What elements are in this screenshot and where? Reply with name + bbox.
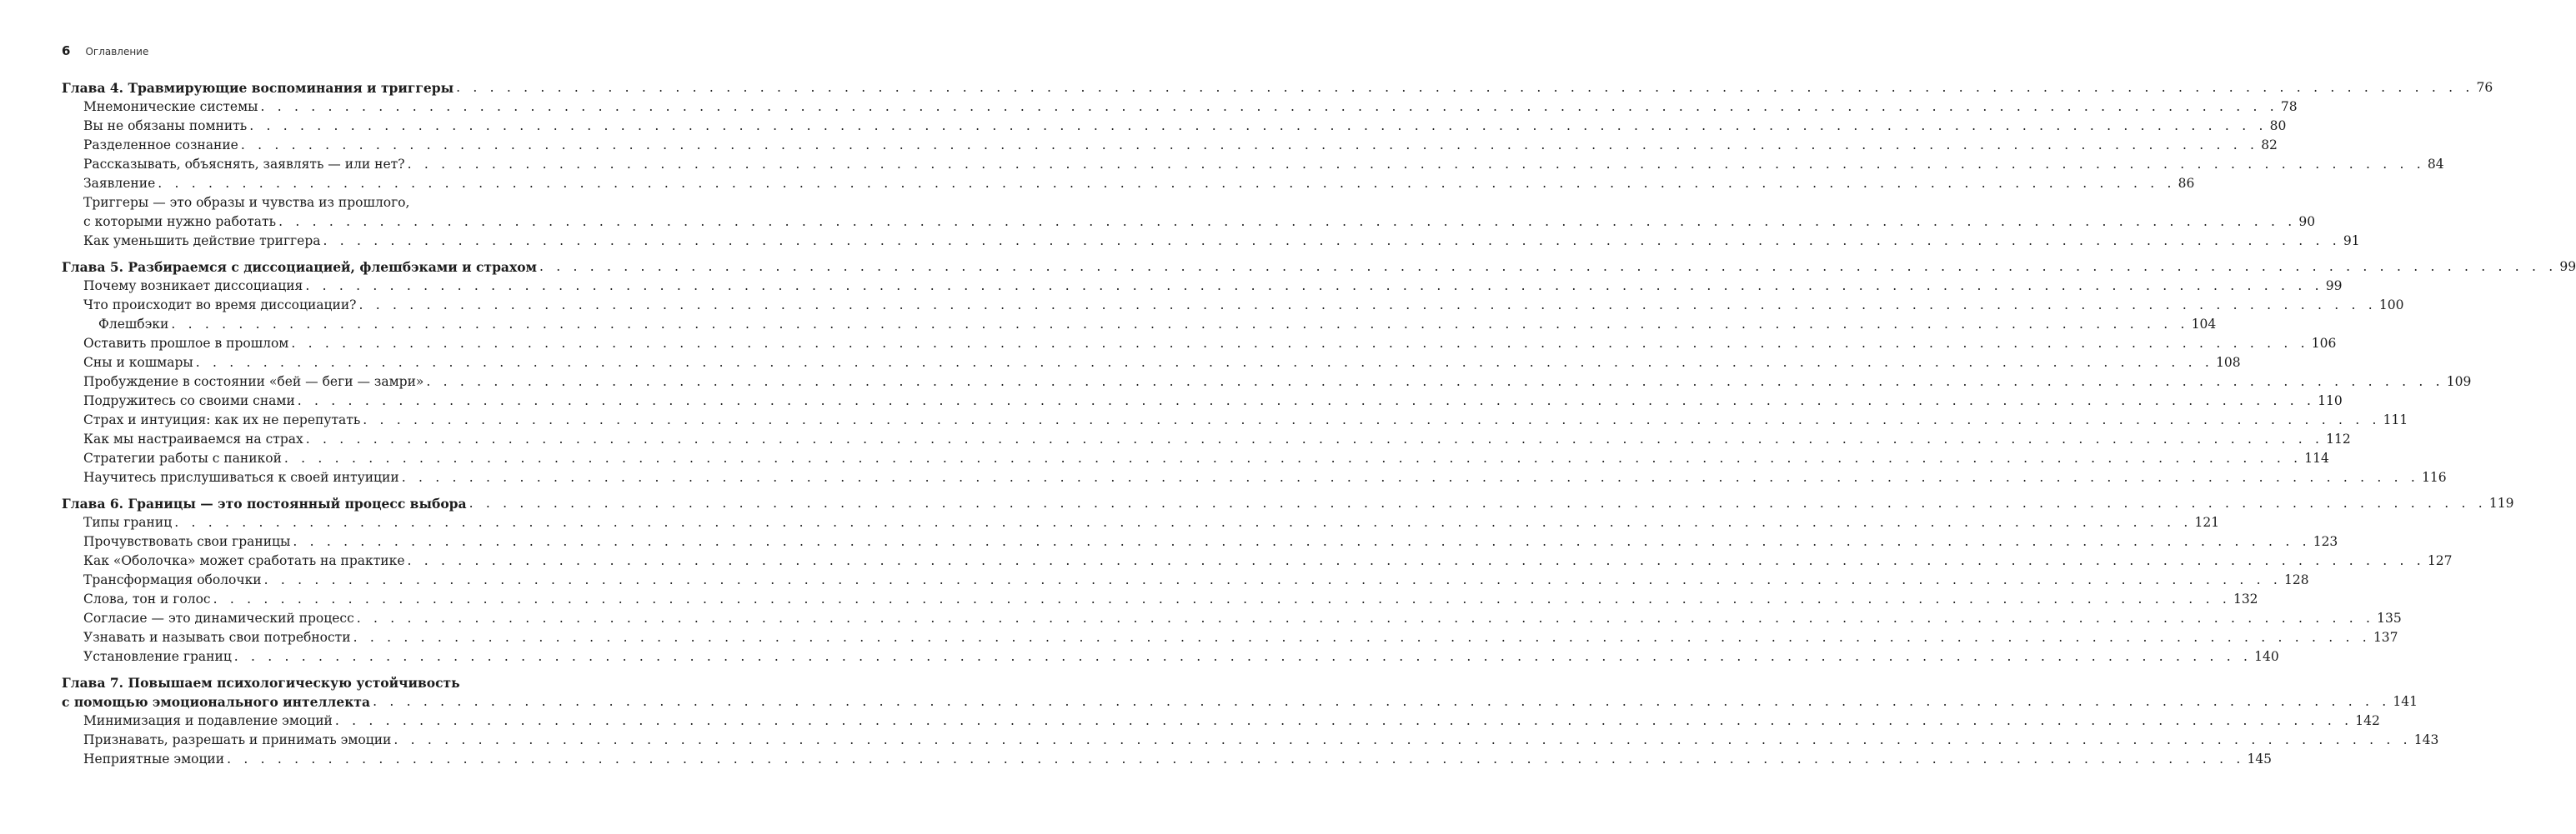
toc-entry	[62, 392, 2343, 411]
toc-page-number: 135	[2377, 611, 2402, 626]
toc-entry-title: Типы границ	[83, 515, 173, 530]
dot-leader: . . . . . . . . . . . . . . . . . . . . . . . . . . . . . . . . . . . . . . . . . . . . . . . . . . . . . . . . . . . . . . . . . . . . . . . . . . . . . . . . . . . . . . . . . . . . . . . . . . . . . . . . . . . . . . . . . . . . . . . .	[401, 470, 2420, 485]
dot-leader: . . . . . . . . . . . . . . . . . . . . . . . . . . . . . . . . . . . . . . . . . . . . . . . . . . . . . . . . . . . . . . . . . . . . . . . . . . . . . . . . . . . . . . . . . . . . . . . . . . . . . . . . . . . . . . . . . . . . . . . .	[293, 534, 2311, 549]
toc-page-number: 104	[2191, 317, 2217, 332]
dot-leader: . . . . . . . . . . . . . . . . . . . . . . . . . . . . . . . . . . . . . . . . . . . . . . . . . . . . . . . . . . . . . . . . . . . . . . . . . . . . . . . . . . . . . . . . . . . . . . . . . . . . . . . . . . . . . . . . . . . . . . . .	[469, 496, 2487, 511]
toc-entry	[62, 315, 2217, 334]
toc-entry-title: Мнемонические системы	[83, 99, 258, 114]
toc-entry-line: Глава 7. Повышаем психологическую устойчивость	[62, 675, 460, 691]
toc-page-number: 145	[2247, 752, 2273, 767]
toc-entry	[62, 628, 2398, 647]
toc-entry-title: Согласие — это динамический процесс	[83, 611, 354, 626]
toc-entry-title: Трансформация оболочки	[83, 572, 262, 587]
dot-leader: . . . . . . . . . . . . . . . . . . . . . . . . . . . . . . . . . . . . . . . . . . . . . . . . . . . . . . . . . . . . . . . . . . . . . . . . . . . . . . . . . . . . . . . . . . . . . . . . . . . . . . . . . . . . . . . . . . . . . . . .	[283, 451, 2303, 466]
toc-entry-title: Рассказывать, объяснять, заявлять — или нет?	[83, 157, 405, 172]
toc-page-number: 99	[2325, 278, 2343, 293]
toc-entry	[62, 571, 2309, 590]
toc-entry-title: Флешбэки	[98, 317, 169, 332]
toc-entry-title: Неприятные эмоции	[83, 752, 225, 767]
toc-entry	[62, 750, 2273, 769]
dot-leader: . . . . . . . . . . . . . . . . . . . . . . . . . . . . . . . . . . . . . . . . . . . . . . . . . . . . . . . . . . . . . . . . . . . . . . . . . . . . . . . . . . . . . . . . . . . . . . . . . . . . . . . . . . . . . . . . . . . . . . . .	[323, 233, 2341, 248]
dot-leader: . . . . . . . . . . . . . . . . . . . . . . . . . . . . . . . . . . . . . . . . . . . . . . . . . . . . . . . . . . . . . . . . . . . . . . . . . . . . . . . . . . . . . . . . . . . . . . . . . . . . . . . . . . . . . . . . . . . . . . . .	[393, 732, 2412, 747]
toc-entry-title: Пробуждение в состоянии «бей — беги — замри»	[83, 374, 424, 389]
toc-entry	[62, 731, 2439, 750]
toc-entry-title: Что происходит во время диссоциации?	[83, 297, 357, 312]
dot-leader: . . . . . . . . . . . . . . . . . . . . . . . . . . . . . . . . . . . . . . . . . . . . . . . . . . . . . . . . . . . . . . . . . . . . . . . . . . . . . . . . . . . . . . . . . . . . . . . . . . . . . . . . . . . . . . . . . . . . . . . .	[158, 176, 2176, 191]
toc-entry	[62, 609, 2402, 628]
toc-entry-title: Оставить прошлое в прошлом	[83, 336, 289, 351]
toc-page-number: 116	[2422, 470, 2447, 485]
dot-leader: . . . . . . . . . . . . . . . . . . . . . . . . . . . . . . . . . . . . . . . . . . . . . . . . . . . . . . . . . . . . . . . . . . . . . . . . . . . . . . . . . . . . . . . . . . . . . . . . . . . . . . . . . . . . . . . . . . . . . . . .	[373, 694, 2391, 709]
dot-leader: . . . . . . . . . . . . . . . . . . . . . . . . . . . . . . . . . . . . . . . . . . . . . . . . . . . . . . . . . . . . . . . . . . . . . . . . . . . . . . . . . . . . . . . . . . . . . . . . . . . . . . . . . . . . . . . . . . . . . . . .	[213, 592, 2231, 607]
toc-page-number: 142	[2355, 713, 2380, 728]
dot-leader: . . . . . . . . . . . . . . . . . . . . . . . . . . . . . . . . . . . . . . . . . . . . . . . . . . . . . . . . . . . . . . . . . . . . . . . . . . . . . . . . . . . . . . . . . . . . . . . . . . . . . . . . . . . . . . . . . . . . . . . .	[407, 553, 2425, 568]
toc-entry	[62, 590, 2258, 609]
toc-entry	[62, 334, 2337, 353]
dot-leader: . . . . . . . . . . . . . . . . . . . . . . . . . . . . . . . . . . . . . . . . . . . . . . . . . . . . . . . . . . . . . . . . . . . . . . . . . . . . . . . . . . . . . . . . . . . . . . . . . . . . . . . . . . . . . . . . . . . . . . . .	[297, 393, 2316, 408]
dot-leader: . . . . . . . . . . . . . . . . . . . . . . . . . . . . . . . . . . . . . . . . . . . . . . . . . . . . . . . . . . . . . . . . . . . . . . . . . . . . . . . . . . . . . . . . . . . . . . . . . . . . . . . . . . . . . . . . . . . . . . . .	[174, 515, 2193, 530]
dot-leader: . . . . . . . . . . . . . . . . . . . . . . . . . . . . . . . . . . . . . . . . . . . . . . . . . . . . . . . . . . . . . . . . . . . . . . . . . . . . . . . . . . . . . . . . . . . . . . . . . . . . . . . . . . . . . . . . . . . . . . . .	[240, 137, 2259, 152]
toc-page-number: 78	[2280, 99, 2298, 114]
dot-leader: . . . . . . . . . . . . . . . . . . . . . . . . . . . . . . . . . . . . . . . . . . . . . . . . . . . . . . . . . . . . . . . . . . . . . . . . . . . . . . . . . . . . . . . . . . . . . . . . . . . . . . . . . . . . . . . . . . . . . . . .	[227, 752, 2245, 767]
toc-entry-title: Научитесь прислушиваться к своей интуиции	[83, 470, 399, 485]
toc-page-number: 114	[2304, 451, 2329, 466]
toc-page-number: 100	[2378, 297, 2404, 312]
toc-entry-title: Слова, тон и голос	[83, 592, 211, 607]
toc-entry-title: Глава 6. Границы — это постоянный процесс выбора	[62, 496, 467, 512]
toc-chapter	[62, 257, 2576, 277]
dot-leader: . . . . . . . . . . . . . . . . . . . . . . . . . . . . . . . . . . . . . . . . . . . . . . . . . . . . . . . . . . . . . . . . . . . . . . . . . . . . . . . . . . . . . . . . . . . . . . . . . . . . . . . . . . . . . . . . . . . . . . . .	[305, 278, 2323, 293]
toc-page-number: 140	[2254, 649, 2279, 664]
toc-entry-title: Узнавать и называть свои потребности	[83, 630, 351, 645]
toc-page-number: 106	[2311, 336, 2337, 351]
dot-leader: . . . . . . . . . . . . . . . . . . . . . . . . . . . . . . . . . . . . . . . . . . . . . . . . . . . . . . . . . . . . . . . . . . . . . . . . . . . . . . . . . . . . . . . . . . . . . . . . . . . . . . . . . . . . . . . . . . . . . . . .	[263, 572, 2282, 587]
toc-entry-title: Подружитесь со своими снами	[83, 393, 295, 408]
toc-entry-title: Установление границ	[83, 649, 232, 664]
toc-entry	[62, 232, 2360, 251]
toc-entry	[62, 117, 2287, 136]
dot-leader: . . . . . . . . . . . . . . . . . . . . . . . . . . . . . . . . . . . . . . . . . . . . . . . . . . . . . . . . . . . . . . . . . . . . . . . . . . . . . . . . . . . . . . . . . . . . . . . . . . . . . . . . . . . . . . . . . . . . . . . .	[171, 317, 2189, 332]
page-header	[62, 43, 148, 58]
toc-entry-title: Как мы настраиваемся на страх	[83, 432, 303, 447]
toc-page-number: 110	[2318, 393, 2343, 408]
toc-entry-title: Как уменьшить действие триггера	[83, 233, 321, 248]
toc-page-number: 108	[2216, 355, 2241, 370]
toc-page-number: 86	[2178, 176, 2195, 191]
toc-page-number: 141	[2393, 694, 2418, 709]
toc-entry-title: Вы не обязаны помнить	[83, 118, 248, 133]
toc-entry	[62, 468, 2447, 487]
toc-chapter	[62, 692, 2418, 712]
toc-entry	[62, 296, 2404, 315]
toc-entry	[62, 513, 2220, 532]
toc-entry-title: Признавать, разрешать и принимать эмоции	[83, 732, 392, 747]
dot-leader: . . . . . . . . . . . . . . . . . . . . . . . . . . . . . . . . . . . . . . . . . . . . . . . . . . . . . . . . . . . . . . . . . . . . . . . . . . . . . . . . . . . . . . . . . . . . . . . . . . . . . . . . . . . . . . . . . . . . . . . .	[278, 214, 2297, 229]
toc-page-number: 76	[2476, 80, 2493, 95]
page-number: 6	[62, 43, 71, 58]
toc-page-number: 84	[2427, 157, 2444, 172]
toc-page-number: 109	[2446, 374, 2472, 389]
dot-leader: . . . . . . . . . . . . . . . . . . . . . . . . . . . . . . . . . . . . . . . . . . . . . . . . . . . . . . . . . . . . . . . . . . . . . . . . . . . . . . . . . . . . . . . . . . . . . . . . . . . . . . . . . . . . . . . . . . . . . . . .	[363, 412, 2381, 427]
toc-entry	[62, 372, 2472, 392]
toc-entry	[62, 532, 2338, 552]
dot-leader: . . . . . . . . . . . . . . . . . . . . . . . . . . . . . . . . . . . . . . . . . . . . . . . . . . . . . . . . . . . . . . . . . . . . . . . . . . . . . . . . . . . . . . . . . . . . . . . . . . . . . . . . . . . . . . . . . . . . . . . .	[426, 374, 2444, 389]
toc-entry	[62, 155, 2444, 174]
running-title: Оглавление	[85, 46, 149, 57]
toc-entry-title: Сны и кошмары	[83, 355, 193, 370]
toc-page-number: 132	[2233, 592, 2258, 607]
toc-entry-title: Глава 4. Травмирующие воспоминания и триггеры	[62, 80, 454, 96]
toc-entry	[62, 449, 2329, 468]
toc-entry	[62, 712, 2380, 731]
toc-page-number: 123	[2313, 534, 2338, 549]
dot-leader: . . . . . . . . . . . . . . . . . . . . . . . . . . . . . . . . . . . . . . . . . . . . . . . . . . . . . . . . . . . . . . . . . . . . . . . . . . . . . . . . . . . . . . . . . . . . . . . . . . . . . . . . . . . . . . . . . . . . . . . .	[291, 336, 2309, 351]
toc-entry	[62, 212, 2316, 232]
toc-page-number: 90	[2298, 214, 2316, 229]
toc-page-number: 127	[2427, 553, 2453, 568]
toc-page-number: 112	[2326, 432, 2351, 447]
toc-entry	[62, 430, 2351, 449]
toc-page-number: 143	[2413, 732, 2439, 747]
toc-entry-title: Стратегии работы с паникой	[83, 451, 282, 466]
dot-leader: . . . . . . . . . . . . . . . . . . . . . . . . . . . . . . . . . . . . . . . . . . . . . . . . . . . . . . . . . . . . . . . . . . . . . . . . . . . . . . . . . . . . . . . . . . . . . . . . . . . . . . . . . . . . . . . . . . . . . . . .	[456, 80, 2474, 95]
table-of-contents	[62, 78, 2576, 769]
toc-entry-title: Прочувствовать свои границы	[83, 534, 291, 549]
toc-page-number: 111	[2383, 412, 2408, 427]
toc-entry-line: Триггеры — это образы и чувства из прошлого,	[83, 195, 410, 210]
dot-leader: . . . . . . . . . . . . . . . . . . . . . . . . . . . . . . . . . . . . . . . . . . . . . . . . . . . . . . . . . . . . . . . . . . . . . . . . . . . . . . . . . . . . . . . . . . . . . . . . . . . . . . . . . . . . . . . . . . . . . . . .	[356, 611, 2375, 626]
toc-entry-title: Почему возникает диссоциация	[83, 278, 303, 293]
toc-page-number: 128	[2284, 572, 2309, 587]
toc-entry-title: Разделенное сознание	[83, 137, 238, 152]
toc-chapter	[62, 494, 2514, 513]
dot-leader: . . . . . . . . . . . . . . . . . . . . . . . . . . . . . . . . . . . . . . . . . . . . . . . . . . . . . . . . . . . . . . . . . . . . . . . . . . . . . . . . . . . . . . . . . . . . . . . . . . . . . . . . . . . . . . . . . . . . . . . .	[233, 649, 2253, 664]
toc-entry-title: с помощью эмоционального интеллекта	[62, 694, 371, 710]
toc-entry	[62, 647, 2279, 667]
dot-leader: . . . . . . . . . . . . . . . . . . . . . . . . . . . . . . . . . . . . . . . . . . . . . . . . . . . . . . . . . . . . . . . . . . . . . . . . . . . . . . . . . . . . . . . . . . . . . . . . . . . . . . . . . . . . . . . . . . . . . . . .	[334, 713, 2353, 728]
toc-entry-title: Заявление	[83, 176, 156, 191]
toc-entry	[62, 552, 2453, 571]
dot-leader: . . . . . . . . . . . . . . . . . . . . . . . . . . . . . . . . . . . . . . . . . . . . . . . . . . . . . . . . . . . . . . . . . . . . . . . . . . . . . . . . . . . . . . . . . . . . . . . . . . . . . . . . . . . . . . . . . . . . . . . .	[358, 297, 2377, 312]
dot-leader: . . . . . . . . . . . . . . . . . . . . . . . . . . . . . . . . . . . . . . . . . . . . . . . . . . . . . . . . . . . . . . . . . . . . . . . . . . . . . . . . . . . . . . . . . . . . . . . . . . . . . . . . . . . . . . . . . . . . . . . .	[305, 432, 2324, 447]
toc-chapter	[62, 78, 2493, 97]
toc-entry	[62, 174, 2195, 193]
toc-page-number: 137	[2373, 630, 2398, 645]
toc-page-number: 91	[2343, 233, 2360, 248]
toc-entry	[62, 353, 2241, 372]
toc-page-number: 82	[2261, 137, 2278, 152]
dot-leader: . . . . . . . . . . . . . . . . . . . . . . . . . . . . . . . . . . . . . . . . . . . . . . . . . . . . . . . . . . . . . . . . . . . . . . . . . . . . . . . . . . . . . . . . . . . . . . . . . . . . . . . . . . . . . . . . . . . . . . . .	[539, 259, 2558, 274]
dot-leader: . . . . . . . . . . . . . . . . . . . . . . . . . . . . . . . . . . . . . . . . . . . . . . . . . . . . . . . . . . . . . . . . . . . . . . . . . . . . . . . . . . . . . . . . . . . . . . . . . . . . . . . . . . . . . . . . . . . . . . . .	[195, 355, 2214, 370]
dot-leader: . . . . . . . . . . . . . . . . . . . . . . . . . . . . . . . . . . . . . . . . . . . . . . . . . . . . . . . . . . . . . . . . . . . . . . . . . . . . . . . . . . . . . . . . . . . . . . . . . . . . . . . . . . . . . . . . . . . . . . . .	[407, 157, 2425, 172]
toc-entry-title: с которыми нужно работать	[83, 214, 277, 229]
toc-entry-title: Страх и интуиция: как их не перепутать	[83, 412, 361, 427]
toc-entry	[62, 277, 2343, 296]
dot-leader: . . . . . . . . . . . . . . . . . . . . . . . . . . . . . . . . . . . . . . . . . . . . . . . . . . . . . . . . . . . . . . . . . . . . . . . . . . . . . . . . . . . . . . . . . . . . . . . . . . . . . . . . . . . . . . . . . . . . . . . .	[353, 630, 2371, 645]
toc-page-number: 121	[2194, 515, 2220, 530]
toc-entry-title: Глава 5. Разбираемся с диссоциацией, флешбэками и страхом	[62, 259, 537, 275]
toc-entry	[62, 97, 2298, 117]
toc-page-number: 119	[2488, 496, 2514, 511]
dot-leader: . . . . . . . . . . . . . . . . . . . . . . . . . . . . . . . . . . . . . . . . . . . . . . . . . . . . . . . . . . . . . . . . . . . . . . . . . . . . . . . . . . . . . . . . . . . . . . . . . . . . . . . . . . . . . . . . . . . . . . . .	[260, 99, 2278, 114]
toc-page-number: 99	[2559, 259, 2576, 274]
toc-entry-title: Минимизация и подавление эмоций	[83, 713, 333, 728]
toc-entry	[62, 411, 2408, 430]
toc-entry	[62, 136, 2278, 155]
dot-leader: . . . . . . . . . . . . . . . . . . . . . . . . . . . . . . . . . . . . . . . . . . . . . . . . . . . . . . . . . . . . . . . . . . . . . . . . . . . . . . . . . . . . . . . . . . . . . . . . . . . . . . . . . . . . . . . . . . . . . . . .	[249, 118, 2268, 133]
toc-entry-title: Как «Оболочка» может сработать на практике	[83, 553, 405, 568]
toc-page-number: 80	[2269, 118, 2287, 133]
